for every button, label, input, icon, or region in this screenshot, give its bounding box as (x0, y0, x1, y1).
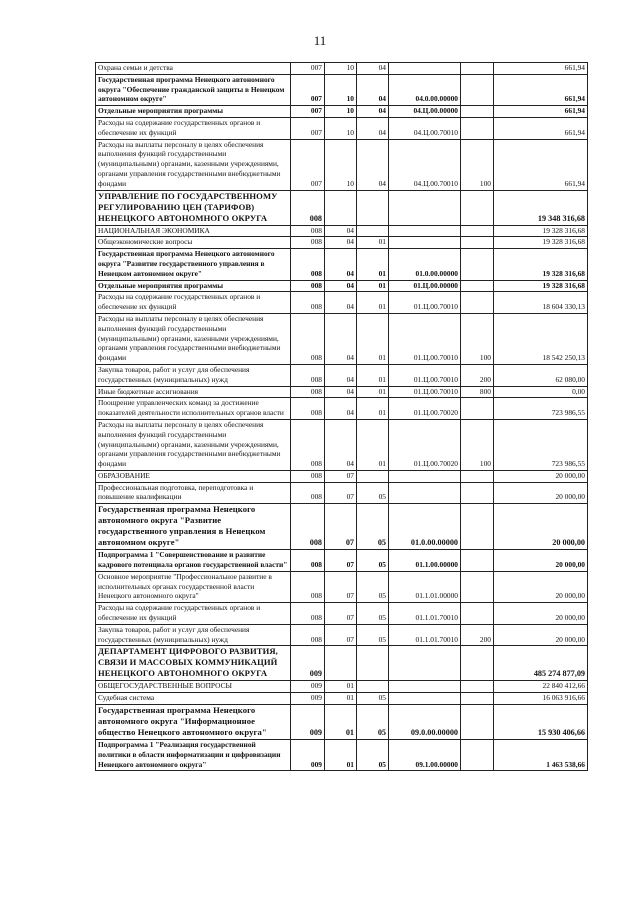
code-subsection: 04 (357, 74, 389, 105)
code-expense-type: 100 (461, 419, 494, 470)
code-expense-type (461, 106, 494, 118)
code-target: 01.1.01.00000 (389, 571, 461, 602)
code-admin: 008 (291, 237, 325, 249)
code-target (389, 693, 461, 705)
table-row (96, 470, 588, 482)
code-section: 04 (325, 364, 357, 386)
code-subsection: 05 (357, 705, 389, 740)
row-name: Государственная программа Ненецкого автономного округа "Развитие государственного управления в Ненецком автономном округе" (96, 504, 291, 550)
code-subsection: 05 (357, 571, 389, 602)
budget-table (95, 62, 588, 771)
code-section: 10 (325, 106, 357, 118)
code-admin: 009 (291, 740, 325, 771)
table-row (96, 63, 588, 75)
code-target: 01.Ц.00.70010 (389, 386, 461, 398)
code-subsection: 01 (357, 419, 389, 470)
code-target: 01.0.00.00000 (389, 504, 461, 550)
code-admin: 008 (291, 386, 325, 398)
row-amount: 661,94 (494, 106, 588, 118)
code-section: 01 (325, 705, 357, 740)
code-target: 01.Ц.00.70010 (389, 364, 461, 386)
code-target (389, 190, 461, 225)
row-name: Расходы на содержание государственных органов и обеспечение их функций (96, 603, 291, 625)
code-section: 07 (325, 482, 357, 504)
row-amount: 661,94 (494, 74, 588, 105)
code-section: 04 (325, 386, 357, 398)
table-row (96, 280, 588, 292)
code-subsection (357, 646, 389, 681)
table-row (96, 190, 588, 225)
code-expense-type (461, 292, 494, 314)
row-name: Отдельные мероприятия программы (96, 280, 291, 292)
code-expense-type (461, 398, 494, 420)
code-subsection: 05 (357, 550, 389, 572)
code-admin: 008 (291, 419, 325, 470)
row-amount: 19 328 316,68 (494, 249, 588, 280)
table-row (96, 292, 588, 314)
code-target (389, 681, 461, 693)
row-name: Расходы на выплаты персоналу в целях обеспечения выполнения функций государственными (муниципальными) органами, казенными учреждениями, органами управления государственными внебюджетными фондами (96, 139, 291, 190)
code-target: 04.Ц.00.00000 (389, 106, 461, 118)
code-subsection: 05 (357, 693, 389, 705)
code-expense-type: 800 (461, 386, 494, 398)
code-section: 04 (325, 419, 357, 470)
row-amount: 20 000,00 (494, 603, 588, 625)
row-name: Закупка товаров, работ и услуг для обеспечения государственных (муниципальных) нужд (96, 624, 291, 646)
code-target: 09.0.00.00000 (389, 705, 461, 740)
code-admin: 008 (291, 603, 325, 625)
row-name: Поощрение управленческих команд за достижение показателей деятельности исполнительных органов власти (96, 398, 291, 420)
code-section: 07 (325, 470, 357, 482)
code-expense-type: 200 (461, 624, 494, 646)
row-name: ДЕПАРТАМЕНТ ЦИФРОВОГО РАЗВИТИЯ, СВЯЗИ И МАССОВЫХ КОММУНИКАЦИЙ НЕНЕЦКОГО АВТОНОМНОГО ОКРУГА (96, 646, 291, 681)
code-section: 07 (325, 504, 357, 550)
row-amount: 18 604 330,13 (494, 292, 588, 314)
row-amount: 20 000,00 (494, 624, 588, 646)
code-admin: 008 (291, 249, 325, 280)
row-amount: 62 080,00 (494, 364, 588, 386)
row-name: УПРАВЛЕНИЕ ПО ГОСУДАРСТВЕННОМУ РЕГУЛИРОВАНИЮ ЦЕН (ТАРИФОВ) НЕНЕЦКОГО АВТОНОМНОГО ОКРУГА (96, 190, 291, 225)
code-section: 10 (325, 139, 357, 190)
row-name: Общеэкономические вопросы (96, 237, 291, 249)
code-section: 07 (325, 624, 357, 646)
row-amount: 20 000,00 (494, 504, 588, 550)
table-row (96, 681, 588, 693)
table-row (96, 504, 588, 550)
table-row (96, 603, 588, 625)
code-target: 04.Ц.00.70010 (389, 139, 461, 190)
table-row (96, 624, 588, 646)
table-row (96, 646, 588, 681)
row-amount: 19 348 316,68 (494, 190, 588, 225)
code-target: 01.1.00.00000 (389, 550, 461, 572)
code-subsection: 01 (357, 237, 389, 249)
row-amount: 661,94 (494, 139, 588, 190)
code-admin: 007 (291, 74, 325, 105)
row-amount: 19 328 316,68 (494, 225, 588, 237)
code-section: 10 (325, 63, 357, 75)
code-subsection: 04 (357, 106, 389, 118)
code-subsection (357, 681, 389, 693)
code-section: 01 (325, 740, 357, 771)
code-section: 07 (325, 603, 357, 625)
code-expense-type: 100 (461, 139, 494, 190)
code-target (389, 470, 461, 482)
row-amount: 20 000,00 (494, 571, 588, 602)
code-section: 04 (325, 249, 357, 280)
row-name: Закупка товаров, работ и услуг для обеспечения государственных (муниципальных) нужд (96, 364, 291, 386)
row-name: Иные бюджетные ассигнования (96, 386, 291, 398)
code-admin: 008 (291, 398, 325, 420)
table-row (96, 419, 588, 470)
code-subsection: 01 (357, 280, 389, 292)
row-name: Отдельные мероприятия программы (96, 106, 291, 118)
code-target: 01.0.00.00000 (389, 249, 461, 280)
code-section: 04 (325, 398, 357, 420)
code-subsection: 01 (357, 386, 389, 398)
code-subsection: 05 (357, 624, 389, 646)
code-expense-type (461, 550, 494, 572)
code-target: 09.1.00.00000 (389, 740, 461, 771)
table-row (96, 482, 588, 504)
code-expense-type (461, 504, 494, 550)
code-target (389, 225, 461, 237)
row-name: Расходы на содержание государственных органов и обеспечение их функций (96, 117, 291, 139)
code-target (389, 482, 461, 504)
table-row (96, 139, 588, 190)
code-subsection: 01 (357, 292, 389, 314)
row-amount: 1 463 538,66 (494, 740, 588, 771)
code-admin: 007 (291, 63, 325, 75)
code-expense-type (461, 693, 494, 705)
row-amount: 22 840 412,66 (494, 681, 588, 693)
row-name: Подпрограмма 1 "Реализация государственной политики в области информатизации и цифровизации Ненецкого автономного округа" (96, 740, 291, 771)
table-row (96, 550, 588, 572)
code-subsection: 04 (357, 63, 389, 75)
code-target (389, 237, 461, 249)
code-admin: 007 (291, 139, 325, 190)
code-section: 01 (325, 693, 357, 705)
code-subsection (357, 470, 389, 482)
table-row (96, 740, 588, 771)
row-amount: 723 986,55 (494, 398, 588, 420)
code-subsection: 01 (357, 364, 389, 386)
row-amount: 15 930 406,66 (494, 705, 588, 740)
row-name: Государственная программа Ненецкого автономного округа "Развитие государственного управления в Ненецком автономном округе" (96, 249, 291, 280)
table-row (96, 398, 588, 420)
code-target: 01.Ц.00.70020 (389, 398, 461, 420)
code-expense-type (461, 237, 494, 249)
table-row (96, 74, 588, 105)
code-section: 04 (325, 237, 357, 249)
code-target: 01.Ц.00.70020 (389, 419, 461, 470)
code-admin: 008 (291, 571, 325, 602)
code-subsection: 05 (357, 603, 389, 625)
code-subsection (357, 190, 389, 225)
table-row (96, 249, 588, 280)
code-admin: 008 (291, 292, 325, 314)
row-amount: 0,00 (494, 386, 588, 398)
code-section: 04 (325, 292, 357, 314)
row-name: Профессиональная подготовка, переподготовка и повышение квалификации (96, 482, 291, 504)
code-section: 10 (325, 117, 357, 139)
code-subsection: 05 (357, 482, 389, 504)
code-section: 07 (325, 550, 357, 572)
code-admin: 008 (291, 190, 325, 225)
row-name: НАЦИОНАЛЬНАЯ ЭКОНОМИКА (96, 225, 291, 237)
row-amount: 723 986,55 (494, 419, 588, 470)
code-admin: 008 (291, 550, 325, 572)
code-expense-type (461, 280, 494, 292)
row-name: Государственная программа Ненецкого автономного округа "Информационное общество Ненецкого автономного округа" (96, 705, 291, 740)
code-admin: 009 (291, 705, 325, 740)
row-name: Основное мероприятие "Профессиональное развитие в исполнительных органах государственной власти Ненецкого автономного округа" (96, 571, 291, 602)
code-subsection: 01 (357, 398, 389, 420)
code-subsection: 01 (357, 249, 389, 280)
row-amount: 661,94 (494, 63, 588, 75)
code-admin: 007 (291, 117, 325, 139)
code-admin: 008 (291, 225, 325, 237)
row-amount: 19 328 316,68 (494, 280, 588, 292)
code-admin: 008 (291, 313, 325, 364)
code-expense-type (461, 603, 494, 625)
code-target: 01.Ц.00.00000 (389, 280, 461, 292)
code-expense-type (461, 117, 494, 139)
code-expense-type (461, 63, 494, 75)
code-target (389, 646, 461, 681)
code-expense-type (461, 681, 494, 693)
code-admin: 008 (291, 504, 325, 550)
row-name: Расходы на выплаты персоналу в целях обеспечения выполнения функций государственными (муниципальными) органами, казенными учреждениями, органами управления государственными внебюджетными фондами (96, 419, 291, 470)
code-section: 04 (325, 313, 357, 364)
table-row (96, 106, 588, 118)
table-row (96, 693, 588, 705)
page-number: 11 (313, 33, 327, 48)
row-name: ОБРАЗОВАНИЕ (96, 470, 291, 482)
row-name: Охрана семьи и детства (96, 63, 291, 75)
table-row (96, 225, 588, 237)
code-admin: 008 (291, 624, 325, 646)
row-amount: 485 274 877,09 (494, 646, 588, 681)
code-section (325, 646, 357, 681)
code-target: 01.Ц.00.70010 (389, 292, 461, 314)
row-amount: 16 063 916,66 (494, 693, 588, 705)
code-section: 04 (325, 280, 357, 292)
code-admin: 008 (291, 280, 325, 292)
code-expense-type (461, 249, 494, 280)
table-row (96, 117, 588, 139)
code-target (389, 63, 461, 75)
row-name: Судебная система (96, 693, 291, 705)
code-expense-type (461, 482, 494, 504)
code-subsection: 05 (357, 504, 389, 550)
code-target: 04.Ц.00.70010 (389, 117, 461, 139)
code-subsection: 01 (357, 313, 389, 364)
code-section: 01 (325, 681, 357, 693)
code-expense-type (461, 740, 494, 771)
row-amount: 19 328 316,68 (494, 237, 588, 249)
code-expense-type (461, 190, 494, 225)
row-amount: 18 542 250,13 (494, 313, 588, 364)
row-amount: 661,94 (494, 117, 588, 139)
code-target: 01.1.01.70010 (389, 603, 461, 625)
code-subsection: 04 (357, 139, 389, 190)
code-expense-type (461, 470, 494, 482)
code-expense-type (461, 705, 494, 740)
code-section: 10 (325, 74, 357, 105)
row-name: Подпрограмма 1 "Совершенствование и развитие кадрового потенциала органов государственной власти" (96, 550, 291, 572)
code-expense-type (461, 74, 494, 105)
code-subsection: 05 (357, 740, 389, 771)
row-name: Расходы на содержание государственных органов и обеспечение их функций (96, 292, 291, 314)
code-admin: 008 (291, 470, 325, 482)
code-subsection: 04 (357, 117, 389, 139)
code-subsection (357, 225, 389, 237)
code-target: 01.1.01.70010 (389, 624, 461, 646)
code-admin: 009 (291, 693, 325, 705)
code-expense-type (461, 225, 494, 237)
table-row (96, 705, 588, 740)
row-name: Государственная программа Ненецкого автономного округа "Обеспечение гражданской защиты в Ненецком автономном округе" (96, 74, 291, 105)
table-row (96, 364, 588, 386)
row-name: ОБЩЕГОСУДАРСТВЕННЫЕ ВОПРОСЫ (96, 681, 291, 693)
row-amount: 20 000,00 (494, 550, 588, 572)
table-row (96, 571, 588, 602)
code-admin: 009 (291, 646, 325, 681)
code-target: 01.Ц.00.70010 (389, 313, 461, 364)
code-admin: 009 (291, 681, 325, 693)
code-expense-type: 100 (461, 313, 494, 364)
code-admin: 008 (291, 482, 325, 504)
code-admin: 007 (291, 106, 325, 118)
code-expense-type: 200 (461, 364, 494, 386)
code-expense-type (461, 646, 494, 681)
code-admin: 008 (291, 364, 325, 386)
table-row (96, 386, 588, 398)
code-expense-type (461, 571, 494, 602)
row-amount: 20 000,00 (494, 470, 588, 482)
table-row (96, 237, 588, 249)
row-amount: 20 000,00 (494, 482, 588, 504)
code-section (325, 190, 357, 225)
code-section: 07 (325, 571, 357, 602)
code-section: 04 (325, 225, 357, 237)
code-target: 04.0.00.00000 (389, 74, 461, 105)
table-row (96, 313, 588, 364)
row-name: Расходы на выплаты персоналу в целях обеспечения выполнения функций государственными (муниципальными) органами, казенными учреждениями, органами управления государственными внебюджетными фондами (96, 313, 291, 364)
